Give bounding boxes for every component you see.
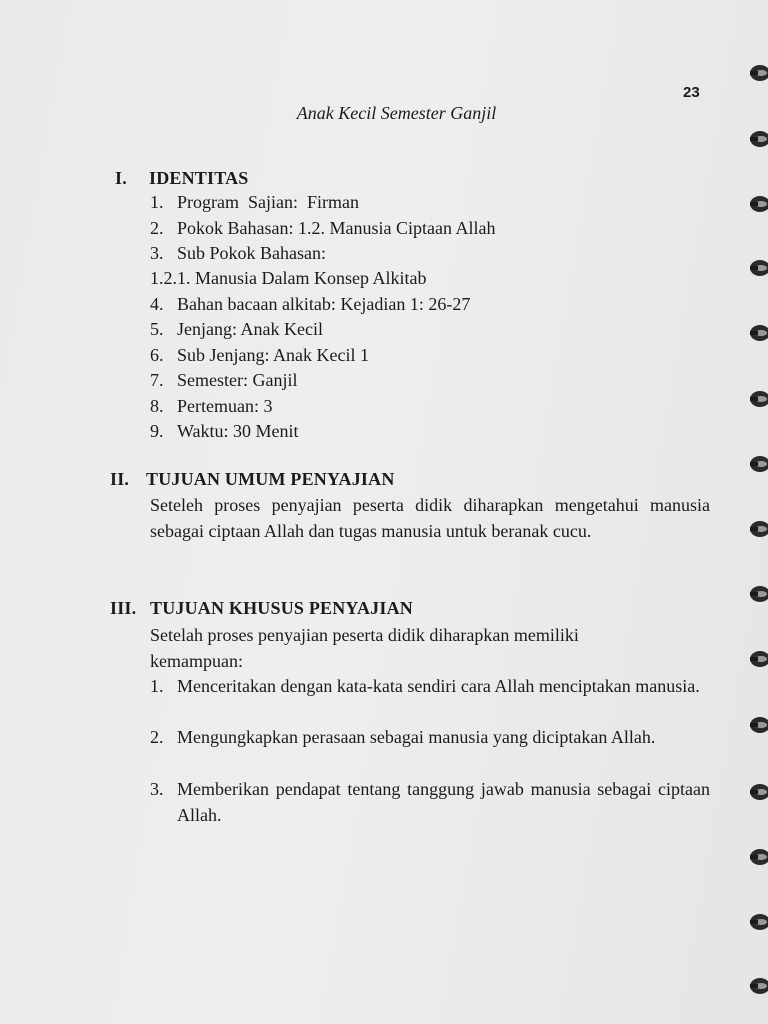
objective-item: 3. Memberikan pendapat tentang tanggung jawab manusia sebagai ciptaan Allah. xyxy=(150,779,710,825)
identity-subitem: 1.2.1. Manusia Dalam Konsep Alkitab xyxy=(150,268,427,288)
identity-item: 9. Waktu: 30 Menit xyxy=(150,421,299,441)
objective-item: 2. Mengungkapkan perasaan sebagai manusia yang diciptakan Allah. xyxy=(150,727,656,747)
section-3-intro: kemampuan: xyxy=(150,651,243,671)
spiral-binding-ring-icon xyxy=(746,583,768,605)
identity-item: 4. Bahan bacaan alkitab: Kejadian 1: 26-27 xyxy=(150,294,471,314)
section-3-heading xyxy=(110,598,413,619)
spiral-binding-ring-icon xyxy=(746,648,768,670)
running-head: Anak Kecil Semester Ganjil xyxy=(296,103,497,123)
page-number: 23 xyxy=(683,84,700,101)
section-1-title: IDENTITAS xyxy=(149,168,249,188)
spiral-binding-ring-icon xyxy=(746,128,768,150)
spiral-binding-ring-icon xyxy=(746,975,768,997)
identity-item: 2. Pokok Bahasan: 1.2. Manusia Ciptaan Allah xyxy=(150,218,496,238)
spiral-binding-ring-icon xyxy=(746,453,768,475)
section-2-roman: II. xyxy=(110,469,130,489)
section-1-heading xyxy=(115,168,249,189)
identity-item: 3. Sub Pokok Bahasan: xyxy=(150,243,327,263)
section-2-heading xyxy=(110,469,395,490)
section-3-roman: III. xyxy=(110,598,137,618)
spiral-binding-ring-icon xyxy=(746,911,768,933)
spiral-binding-ring-icon xyxy=(746,322,768,344)
identity-item: 8. Pertemuan: 3 xyxy=(150,396,273,416)
spiral-binding-ring-icon xyxy=(746,518,768,540)
spiral-binding-ring-icon xyxy=(746,846,768,868)
spiral-binding-ring-icon xyxy=(746,781,768,803)
identity-item: 6. Sub Jenjang: Anak Kecil 1 xyxy=(150,345,369,365)
spiral-binding-ring-icon xyxy=(746,714,768,736)
spiral-binding-ring-icon xyxy=(746,193,768,215)
section-3-intro: Setelah proses penyajian peserta didik diharapkan memiliki xyxy=(150,625,579,645)
identity-item: 7. Semester: Ganjil xyxy=(150,370,298,390)
section-3-title: TUJUAN KHUSUS PENYAJIAN xyxy=(150,598,413,618)
section-2-title: TUJUAN UMUM PENYAJIAN xyxy=(146,469,395,489)
spiral-binding-ring-icon xyxy=(746,62,768,84)
spiral-binding-ring-icon xyxy=(746,388,768,410)
identity-item: 1. Program Sajian: Firman xyxy=(150,192,359,212)
section-2-paragraph: Seteleh proses penyajian peserta didik diharapkan mengetahui manusia sebagai ciptaan Allah dan tugas manusia untuk beranak cucu. xyxy=(150,495,710,541)
identity-item: 5. Jenjang: Anak Kecil xyxy=(150,319,323,339)
spiral-binding-ring-icon xyxy=(746,257,768,279)
objective-item: 1. Menceritakan dengan kata-kata sendiri cara Allah menciptakan manusia. xyxy=(150,676,700,696)
section-1-roman: I. xyxy=(115,168,127,188)
